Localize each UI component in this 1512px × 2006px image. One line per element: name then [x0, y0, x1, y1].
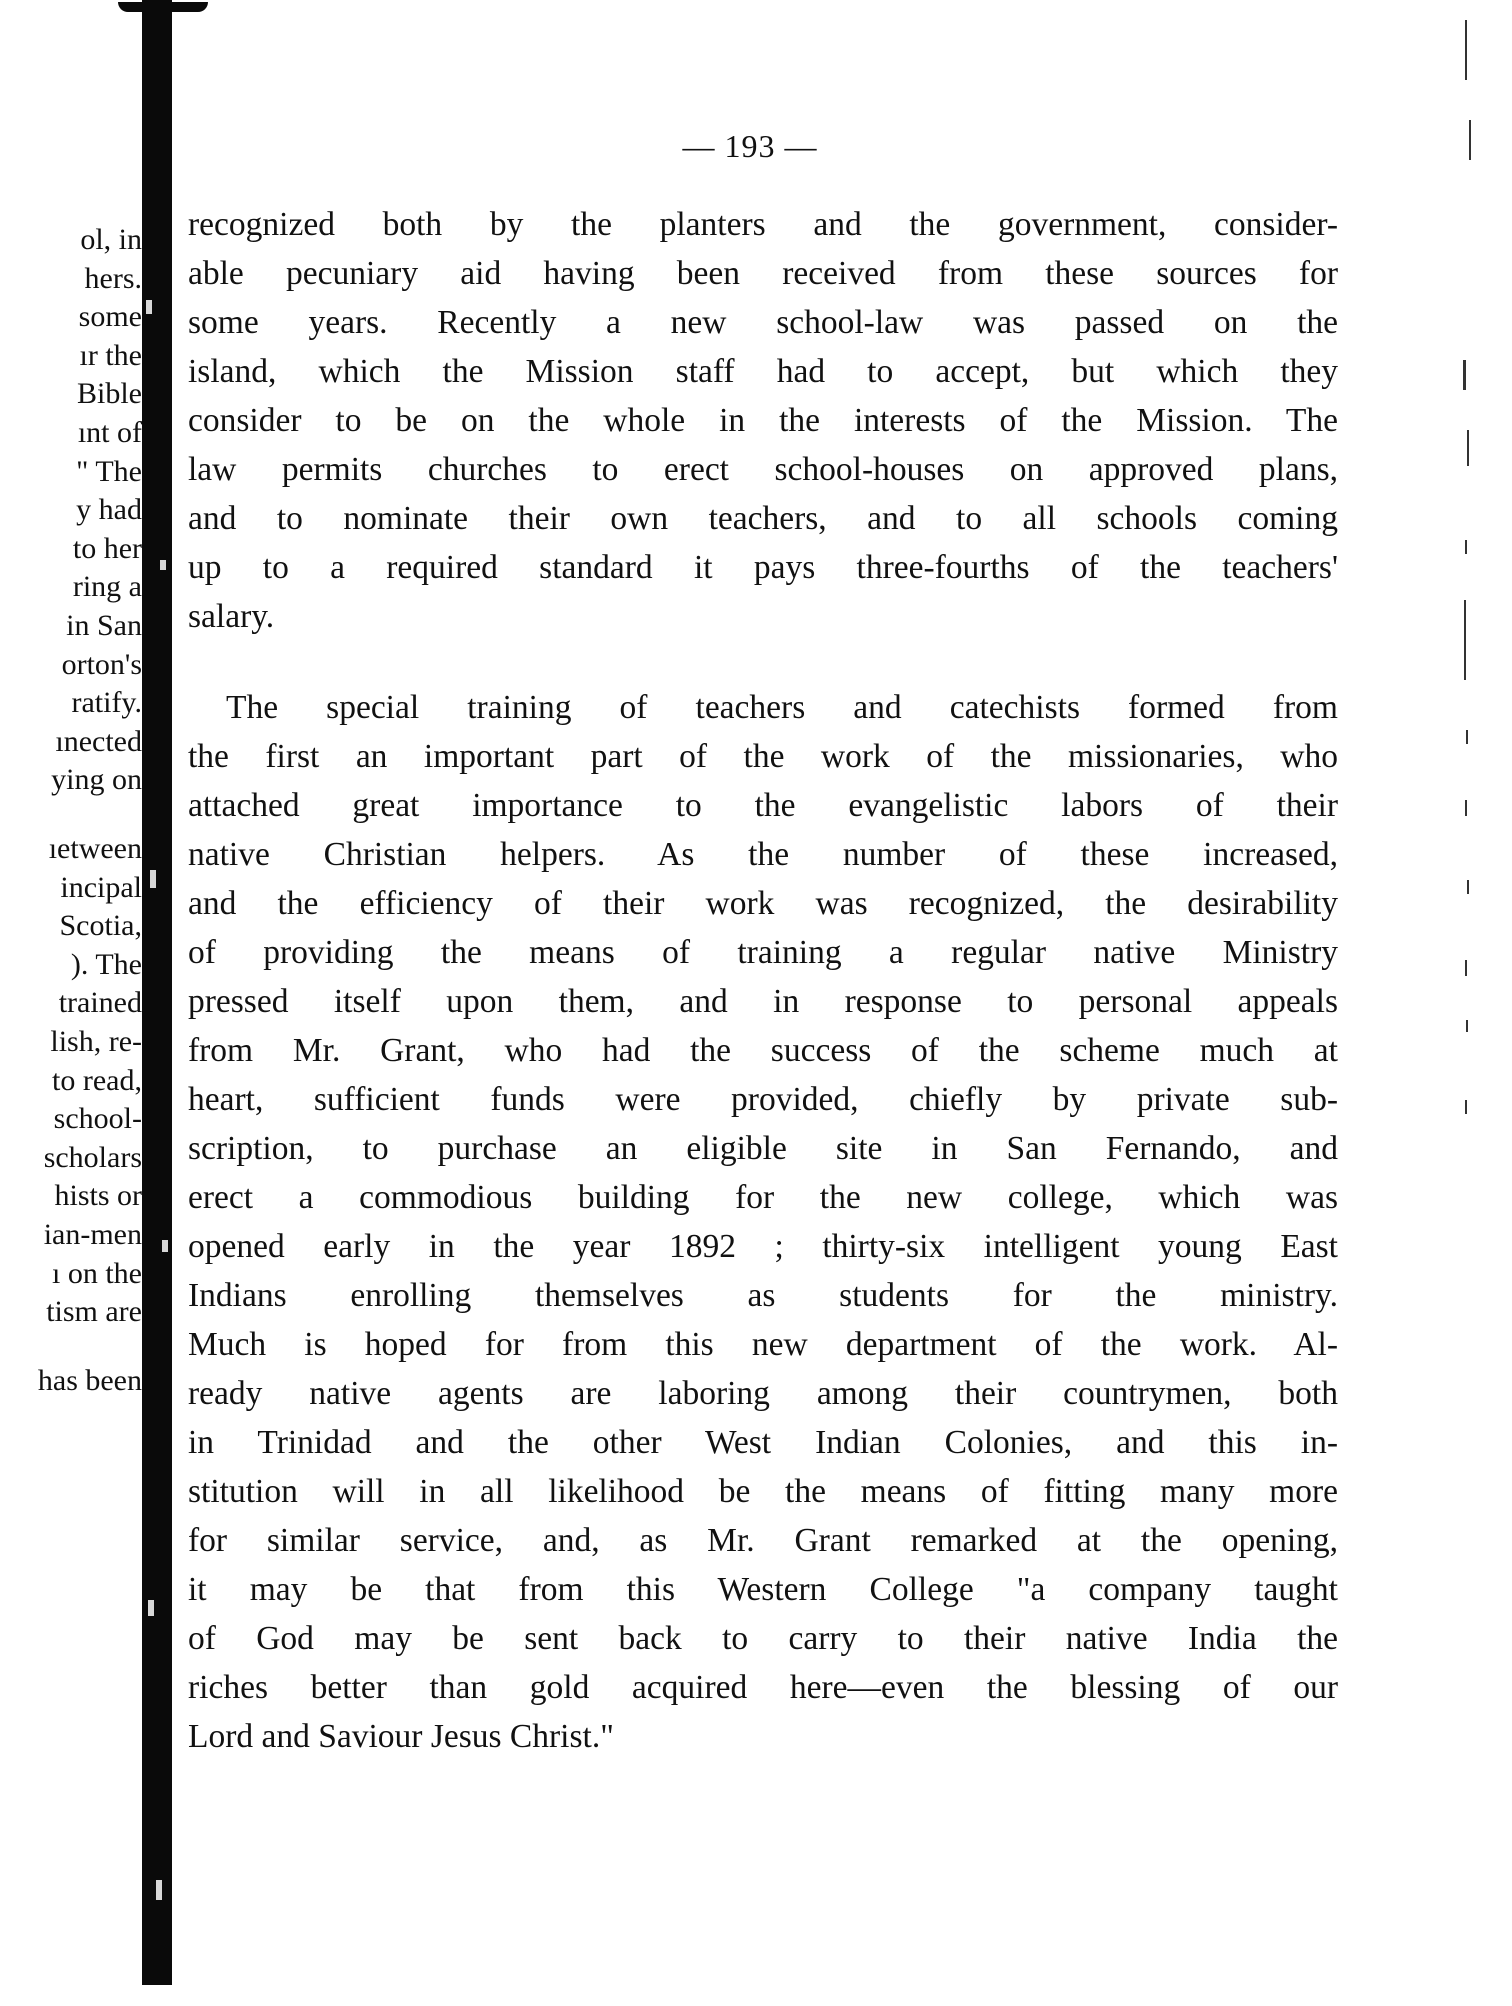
- previous-page-line: has been: [37, 1363, 142, 1397]
- text-line: salary.: [188, 598, 275, 635]
- text-line: the first an important part of the work of the missionaries, who: [188, 738, 1338, 775]
- previous-page-line: ian-men: [43, 1218, 142, 1251]
- previous-page-line: ı on the: [52, 1256, 142, 1290]
- previous-page-line: incipal: [60, 870, 142, 904]
- text-line: riches better than gold acquired here—even the blessing of our: [188, 1669, 1338, 1706]
- previous-page-line: tism are: [46, 1295, 142, 1329]
- text-line: able pecuniary aid having been received from these sources for: [188, 255, 1338, 292]
- binding-gutter: [142, 0, 172, 1985]
- text-line: stitution will in all likelihood be the means of fitting many more: [188, 1473, 1338, 1510]
- page-edge-marks: [1455, 0, 1512, 2006]
- text-line: scription, to purchase an eligible site in San Fernando, and: [188, 1130, 1338, 1167]
- body-text: [188, 200, 1338, 1761]
- text-line: Much is hoped for from this new department of the work. Al-: [188, 1326, 1338, 1363]
- text-line: and the efficiency of their work was recognized, the desirability: [188, 885, 1338, 922]
- text-line: in Trinidad and the other West Indian Colonies, and this in-: [188, 1424, 1338, 1461]
- previous-page-line: hists or: [54, 1179, 142, 1213]
- previous-page-line: scholars: [43, 1140, 142, 1174]
- text-line: of God may be sent back to carry to their native India the: [188, 1620, 1338, 1657]
- previous-page-line: ol, in: [80, 223, 142, 256]
- paragraph: [188, 200, 1338, 641]
- text-line: Indians enrolling themselves as students for the ministry.: [188, 1277, 1338, 1314]
- text-line: pressed itself upon them, and in response to personal appeals: [188, 983, 1338, 1020]
- text-line: native Christian helpers. As the number of these increased,: [188, 836, 1338, 873]
- text-line: opened early in the year 1892 ; thirty-six intelligent young East: [188, 1228, 1338, 1265]
- previous-page-line: ratify.: [71, 686, 142, 720]
- text-line: ready native agents are laboring among their countrymen, both: [188, 1375, 1338, 1412]
- previous-page-line: to read,: [52, 1063, 142, 1097]
- previous-page-line: ıetween: [48, 832, 142, 865]
- text-line: some years. Recently a new school-law was passed on the: [188, 304, 1338, 341]
- paragraph: [188, 683, 1338, 1761]
- previous-page-fragment: [0, 0, 142, 2006]
- previous-page-line: ring a: [72, 570, 142, 604]
- text-line: up to a required standard it pays three-fourths of the teachers': [188, 549, 1338, 586]
- previous-page-line: y had: [76, 493, 142, 527]
- previous-page-line: in San: [66, 609, 142, 642]
- previous-page-line: to her: [72, 531, 142, 565]
- previous-page-line: Bible: [77, 377, 142, 411]
- text-line: of providing the means of training a regular native Ministry: [188, 934, 1338, 971]
- text-line: erect a commodious building for the new college, which was: [188, 1179, 1338, 1216]
- previous-page-line: ır the: [79, 338, 142, 372]
- paragraph-gap: [188, 641, 1338, 683]
- text-line: it may be that from this Western College "a company taught: [188, 1571, 1338, 1608]
- previous-page-line: ). The: [70, 947, 142, 981]
- text-line: attached great importance to the evangelistic labors of their: [188, 787, 1338, 824]
- previous-page-line: trained: [58, 986, 142, 1020]
- previous-page-line: Scotia,: [59, 909, 142, 943]
- text-line: heart, sufficient funds were provided, chiefly by private sub-: [188, 1081, 1338, 1118]
- text-line: consider to be on the whole in the interests of the Mission. The: [188, 402, 1338, 439]
- text-line: island, which the Mission staff had to accept, but which they: [188, 353, 1338, 390]
- text-line: The special training of teachers and catechists formed from: [226, 689, 1338, 726]
- previous-page-line: " The: [76, 454, 142, 488]
- text-line: law permits churches to erect school-houses on approved plans,: [188, 451, 1338, 488]
- text-line: from Mr. Grant, who had the success of the scheme much at: [188, 1032, 1338, 1069]
- previous-page-line: ınected: [55, 724, 142, 758]
- text-line: for similar service, and, as Mr. Grant remarked at the opening,: [188, 1522, 1338, 1559]
- previous-page-line: school-: [53, 1102, 142, 1136]
- text-line: recognized both by the planters and the government, consider-: [188, 206, 1338, 243]
- previous-page-line: hers.: [84, 261, 142, 295]
- page-number: — 193 —: [682, 128, 818, 164]
- text-line: and to nominate their own teachers, and to all schools coming: [188, 500, 1338, 537]
- previous-page-line: some: [78, 300, 142, 334]
- previous-page-line: ınt of: [77, 416, 142, 449]
- previous-page-line: lish, re-: [50, 1025, 142, 1058]
- text-line: Lord and Saviour Jesus Christ.": [188, 1718, 614, 1755]
- previous-page-line: orton's: [61, 647, 142, 681]
- previous-page-line: ying on: [51, 763, 142, 797]
